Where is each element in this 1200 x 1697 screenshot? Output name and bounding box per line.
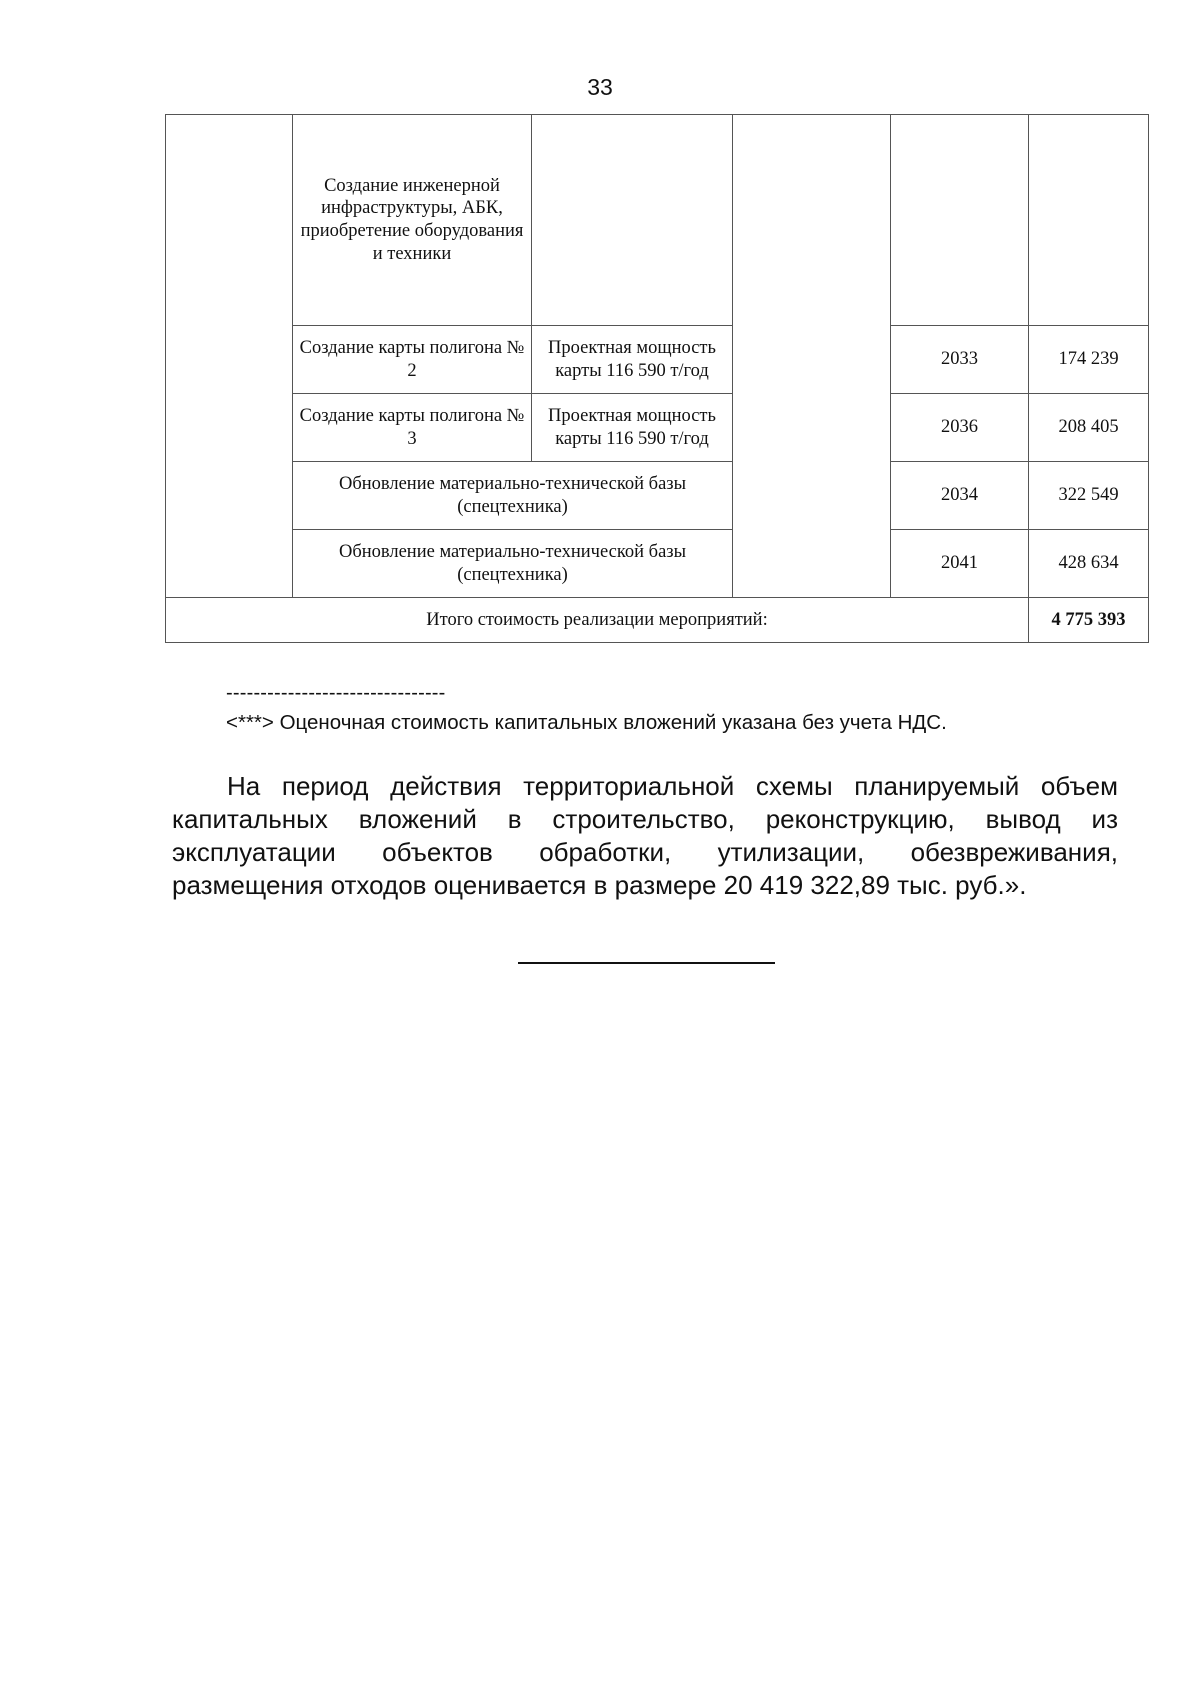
table-cell-year: 2041 [891,530,1029,598]
total-value: 4 775 393 [1029,598,1149,643]
table-row [166,462,1149,530]
table-cell-capacity: Проектная мощность карты 116 590 т/год [532,326,733,394]
table-cell-capacity: Проектная мощность карты 116 590 т/год [532,394,733,462]
footnote-text: <***> Оценочная стоимость капитальных вложений указана без учета НДС. [226,711,947,734]
table-cell-year: 2033 [891,326,1029,394]
body-paragraph: На период действия территориальной схемы планируемый объем капитальных вложений в строительство, реконструкцию, вывод из эксплуатации объектов обработки, утилизации, обезвреживания, размещения отходов оценивается в размере 20 419 322,89 тыс. руб.». [172,771,1118,900]
table-cell-measure: Обновление материально-технической базы (спецтехника) [293,530,733,598]
table-cell-year: 2036 [891,394,1029,462]
table-cell-cost: 428 634 [1029,530,1149,598]
table-row [166,530,1149,598]
investment-table [165,114,1149,643]
table-cell-year [891,115,1029,326]
table-total-row [166,598,1149,643]
table-cell-measure: Создание карты полигона № 2 [293,326,532,394]
table-row [166,394,1149,462]
table-cell-cost: 208 405 [1029,394,1149,462]
table-cell-cost [1029,115,1149,326]
table-cell-measure: Создание инженерной инфраструктуры, АБК, приобретение оборудования и техники [293,115,532,326]
table-cell-measure: Создание карты полигона № 3 [293,394,532,462]
table-cell-cost: 174 239 [1029,326,1149,394]
table-cell-year: 2034 [891,462,1029,530]
table-cell-capacity [532,115,733,326]
table-row [166,326,1149,394]
table-cell-cost: 322 549 [1029,462,1149,530]
table-cell-empty [733,115,891,598]
page-number: 33 [587,74,613,100]
table-cell-empty [166,115,293,598]
table-cell-measure: Обновление материально-технической базы (спецтехника) [293,462,733,530]
total-label: Итого стоимость реализации мероприятий: [166,598,1029,643]
end-rule [518,962,775,964]
table-row [166,115,1149,326]
footnote-separator: -------------------------------- [226,682,446,704]
